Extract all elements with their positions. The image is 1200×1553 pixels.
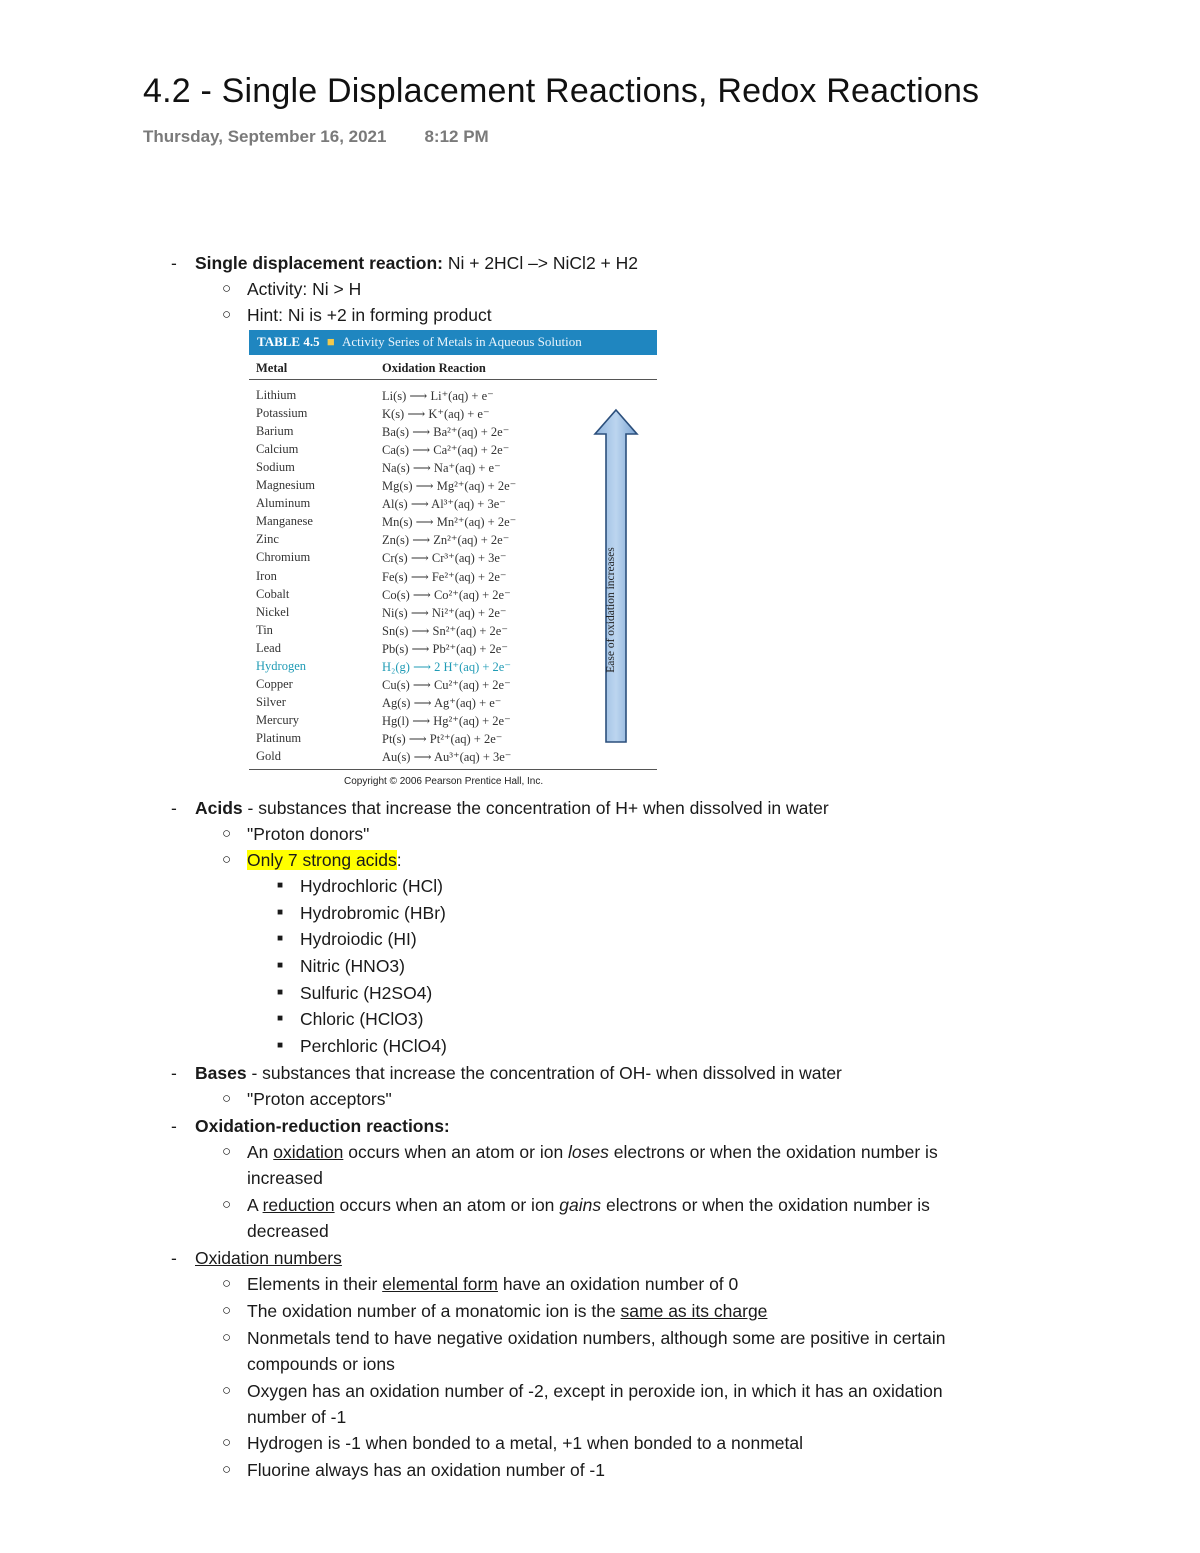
square-bullet: ■	[277, 1013, 284, 1024]
oxidation-reaction: Mg(s) ⟶ Mg²⁺(aq) + 2e⁻	[382, 479, 517, 494]
oxidation-reaction: Mn(s) ⟶ Mn²⁺(aq) + 2e⁻	[382, 515, 517, 530]
oxidation-reaction: Cr(s) ⟶ Cr³⁺(aq) + 3e⁻	[382, 551, 507, 566]
column-header-reaction: Oxidation Reaction	[382, 361, 486, 375]
text: Oxygen has an oxidation number of -2, except in peroxide ion, in which it has an oxidation	[247, 1381, 943, 1401]
circle-bullet: ○	[222, 1302, 232, 1319]
text: An	[247, 1142, 274, 1162]
note-label: Acids	[195, 798, 243, 818]
circle-bullet: ○	[222, 1196, 232, 1213]
metal-name: Lithium	[256, 388, 297, 402]
oxidation-reaction: Ni(s) ⟶ Ni²⁺(aq) + 2e⁻	[382, 605, 507, 620]
oxidation-reaction: Ba(s) ⟶ Ba²⁺(aq) + 2e⁻	[382, 425, 510, 440]
note-proton-donors: "Proton donors"	[247, 824, 370, 844]
strong-acid-name: Perchloric (HClO4)	[300, 1036, 447, 1056]
metal-name: Cobalt	[256, 586, 290, 601]
metal-name: Magnesium	[256, 478, 316, 493]
text: The oxidation number of a monatomic ion is the	[247, 1301, 621, 1321]
metal-name: Chromium	[256, 550, 311, 565]
strong-acid-name: Chloric (HClO3)	[300, 1009, 424, 1029]
dash-bullet: -	[171, 1248, 177, 1268]
metal-name: Hydrogen	[256, 658, 306, 673]
metal-name: Mercury	[256, 712, 300, 727]
strong-acid-name: Hydrobromic (HBr)	[300, 903, 446, 923]
header-rule	[249, 379, 657, 380]
circle-bullet: ○	[222, 1329, 232, 1346]
metal-name: Barium	[256, 424, 294, 439]
note-activity: Activity: Ni > H	[247, 279, 362, 299]
metal-name: Manganese	[256, 514, 313, 529]
square-bullet: ■	[277, 960, 284, 971]
oxidation-reaction: H₂(g) ⟶ 2 H⁺(aq) + 2e⁻	[382, 659, 511, 674]
note-text: Ni + 2HCl –> NiCl2 + H2	[442, 253, 638, 273]
metal-name: Tin	[256, 622, 273, 637]
oxidation-reaction: Li(s) ⟶ Li⁺(aq) + e⁻	[382, 389, 494, 403]
oxidation-reaction: Na(s) ⟶ Na⁺(aq) + e⁻	[382, 461, 501, 476]
metal-name: Nickel	[256, 604, 290, 619]
square-bullet: ■	[277, 907, 284, 918]
circle-bullet: ○	[222, 1090, 232, 1107]
dash-bullet: -	[171, 1063, 177, 1083]
oxidation-reaction: Co(s) ⟶ Co²⁺(aq) + 2e⁻	[382, 587, 511, 602]
circle-bullet: ○	[222, 1382, 232, 1399]
text: electrons or when the oxidation number is	[608, 1142, 938, 1162]
table-title-bullet: ■	[326, 334, 335, 349]
oxidation-reaction: Fe(s) ⟶ Fe²⁺(aq) + 2e⁻	[382, 569, 507, 584]
underlined-term: oxidation	[273, 1142, 344, 1162]
strong-acid-name: Nitric (HNO3)	[300, 956, 405, 976]
note-proton-acceptors: "Proton acceptors"	[247, 1089, 392, 1109]
metal-name: Platinum	[256, 730, 302, 745]
square-bullet: ■	[277, 933, 284, 944]
note-label: Single displacement reaction:	[195, 253, 443, 273]
text: compounds or ions	[247, 1354, 395, 1374]
oxidation-reaction: Pb(s) ⟶ Pb²⁺(aq) + 2e⁻	[382, 641, 508, 656]
oxidation-reaction: Zn(s) ⟶ Zn²⁺(aq) + 2e⁻	[382, 533, 510, 548]
colon: :	[396, 850, 402, 870]
text: occurs when an atom or ion	[334, 1195, 560, 1215]
metal-name: Iron	[256, 568, 277, 583]
note-label: Oxidation numbers	[195, 1248, 342, 1268]
activity-series-table	[249, 330, 657, 792]
strong-acid-name: Hydroiodic (HI)	[300, 929, 417, 949]
oxidation-reaction: K(s) ⟶ K⁺(aq) + e⁻	[382, 407, 490, 422]
circle-bullet: ○	[222, 1461, 232, 1478]
oxidation-reaction: Au(s) ⟶ Au³⁺(aq) + 3e⁻	[382, 750, 512, 764]
dash-bullet: -	[171, 1116, 177, 1136]
note-hint: Hint: Ni is +2 in forming product	[247, 305, 492, 325]
page-title: 4.2 - Single Displacement Reactions, Redox Reactions	[143, 72, 980, 110]
page-timestamp	[143, 127, 489, 147]
circle-bullet: ○	[222, 306, 232, 323]
italic-term: gains	[559, 1195, 602, 1215]
metal-name: Potassium	[256, 406, 308, 421]
metal-name: Sodium	[256, 460, 295, 475]
strong-acid-name: Sulfuric (H2SO4)	[300, 983, 433, 1003]
underlined-term: same as its charge	[620, 1301, 768, 1321]
circle-bullet: ○	[222, 1143, 232, 1160]
column-header-metal: Metal	[256, 361, 288, 375]
circle-bullet: ○	[222, 851, 232, 868]
text: have an oxidation number of 0	[497, 1274, 739, 1294]
circle-bullet: ○	[222, 825, 232, 842]
square-bullet: ■	[277, 987, 284, 998]
note-text: - substances that increase the concentration of H+ when dissolved in water	[242, 798, 829, 818]
page-date: Thursday, September 16, 2021	[143, 127, 387, 146]
oxidation-reaction: Ca(s) ⟶ Ca²⁺(aq) + 2e⁻	[382, 443, 510, 458]
text: Nonmetals tend to have negative oxidation numbers, although some are positive in certain	[247, 1328, 946, 1348]
oxidation-reaction: Cu(s) ⟶ Cu²⁺(aq) + 2e⁻	[382, 677, 511, 692]
text: decreased	[247, 1221, 329, 1241]
metal-name: Copper	[256, 676, 293, 691]
metal-name: Calcium	[256, 442, 299, 457]
oxidation-reaction: Hg(l) ⟶ Hg²⁺(aq) + 2e⁻	[382, 713, 511, 728]
dash-bullet: -	[171, 798, 177, 818]
text: occurs when an atom or ion	[343, 1142, 569, 1162]
arrow-label: Ease of oxidation increases	[605, 547, 617, 673]
circle-bullet: ○	[222, 280, 232, 297]
table-title	[257, 334, 582, 350]
circle-bullet: ○	[222, 1434, 232, 1451]
table-header-bar	[249, 330, 657, 355]
note-label: Oxidation-reduction reactions:	[195, 1116, 450, 1136]
note-text: - substances that increase the concentration of OH- when dissolved in water	[246, 1063, 842, 1083]
highlighted-text: Only 7 strong acids	[247, 850, 397, 870]
note-label: Bases	[195, 1063, 247, 1083]
underlined-term: reduction	[262, 1195, 335, 1215]
strong-acid-name: Hydrochloric (HCl)	[300, 876, 443, 896]
text: number of -1	[247, 1407, 347, 1427]
table-row	[249, 388, 657, 406]
metal-name: Lead	[256, 640, 281, 655]
page-time: 8:12 PM	[424, 127, 489, 146]
oxidation-reaction: Al(s) ⟶ Al³⁺(aq) + 3e⁻	[382, 497, 506, 512]
oxidation-reaction: Ag(s) ⟶ Ag⁺(aq) + e⁻	[382, 695, 502, 710]
metal-name: Zinc	[256, 532, 279, 547]
table-subtitle: Activity Series of Metals in Aqueous Solution	[341, 334, 582, 349]
metal-name: Gold	[256, 749, 281, 763]
table-row	[249, 749, 657, 767]
circle-bullet: ○	[222, 1275, 232, 1292]
oxidation-reaction: Sn(s) ⟶ Sn²⁺(aq) + 2e⁻	[382, 623, 508, 638]
text: Hydrogen is -1 when bonded to a metal, +1 when bonded to a nonmetal	[247, 1433, 804, 1453]
text: electrons or when the oxidation number is	[601, 1195, 930, 1215]
text: increased	[247, 1168, 323, 1188]
square-bullet: ■	[277, 880, 284, 891]
metal-name: Silver	[256, 694, 286, 709]
oxidation-reaction: Pt(s) ⟶ Pt²⁺(aq) + 2e⁻	[382, 731, 503, 746]
table-number: TABLE 4.5	[257, 334, 320, 349]
metal-name: Aluminum	[256, 496, 311, 511]
dash-bullet: -	[171, 253, 177, 273]
underlined-term: elemental form	[382, 1274, 498, 1294]
text: Elements in their	[247, 1274, 383, 1294]
text: Fluorine always has an oxidation number of -1	[247, 1460, 605, 1480]
italic-term: loses	[568, 1142, 609, 1162]
square-bullet: ■	[277, 1040, 284, 1051]
footer-rule	[249, 769, 657, 770]
table-copyright: Copyright © 2006 Pearson Prentice Hall, Inc.	[344, 776, 544, 787]
text: A	[247, 1195, 263, 1215]
